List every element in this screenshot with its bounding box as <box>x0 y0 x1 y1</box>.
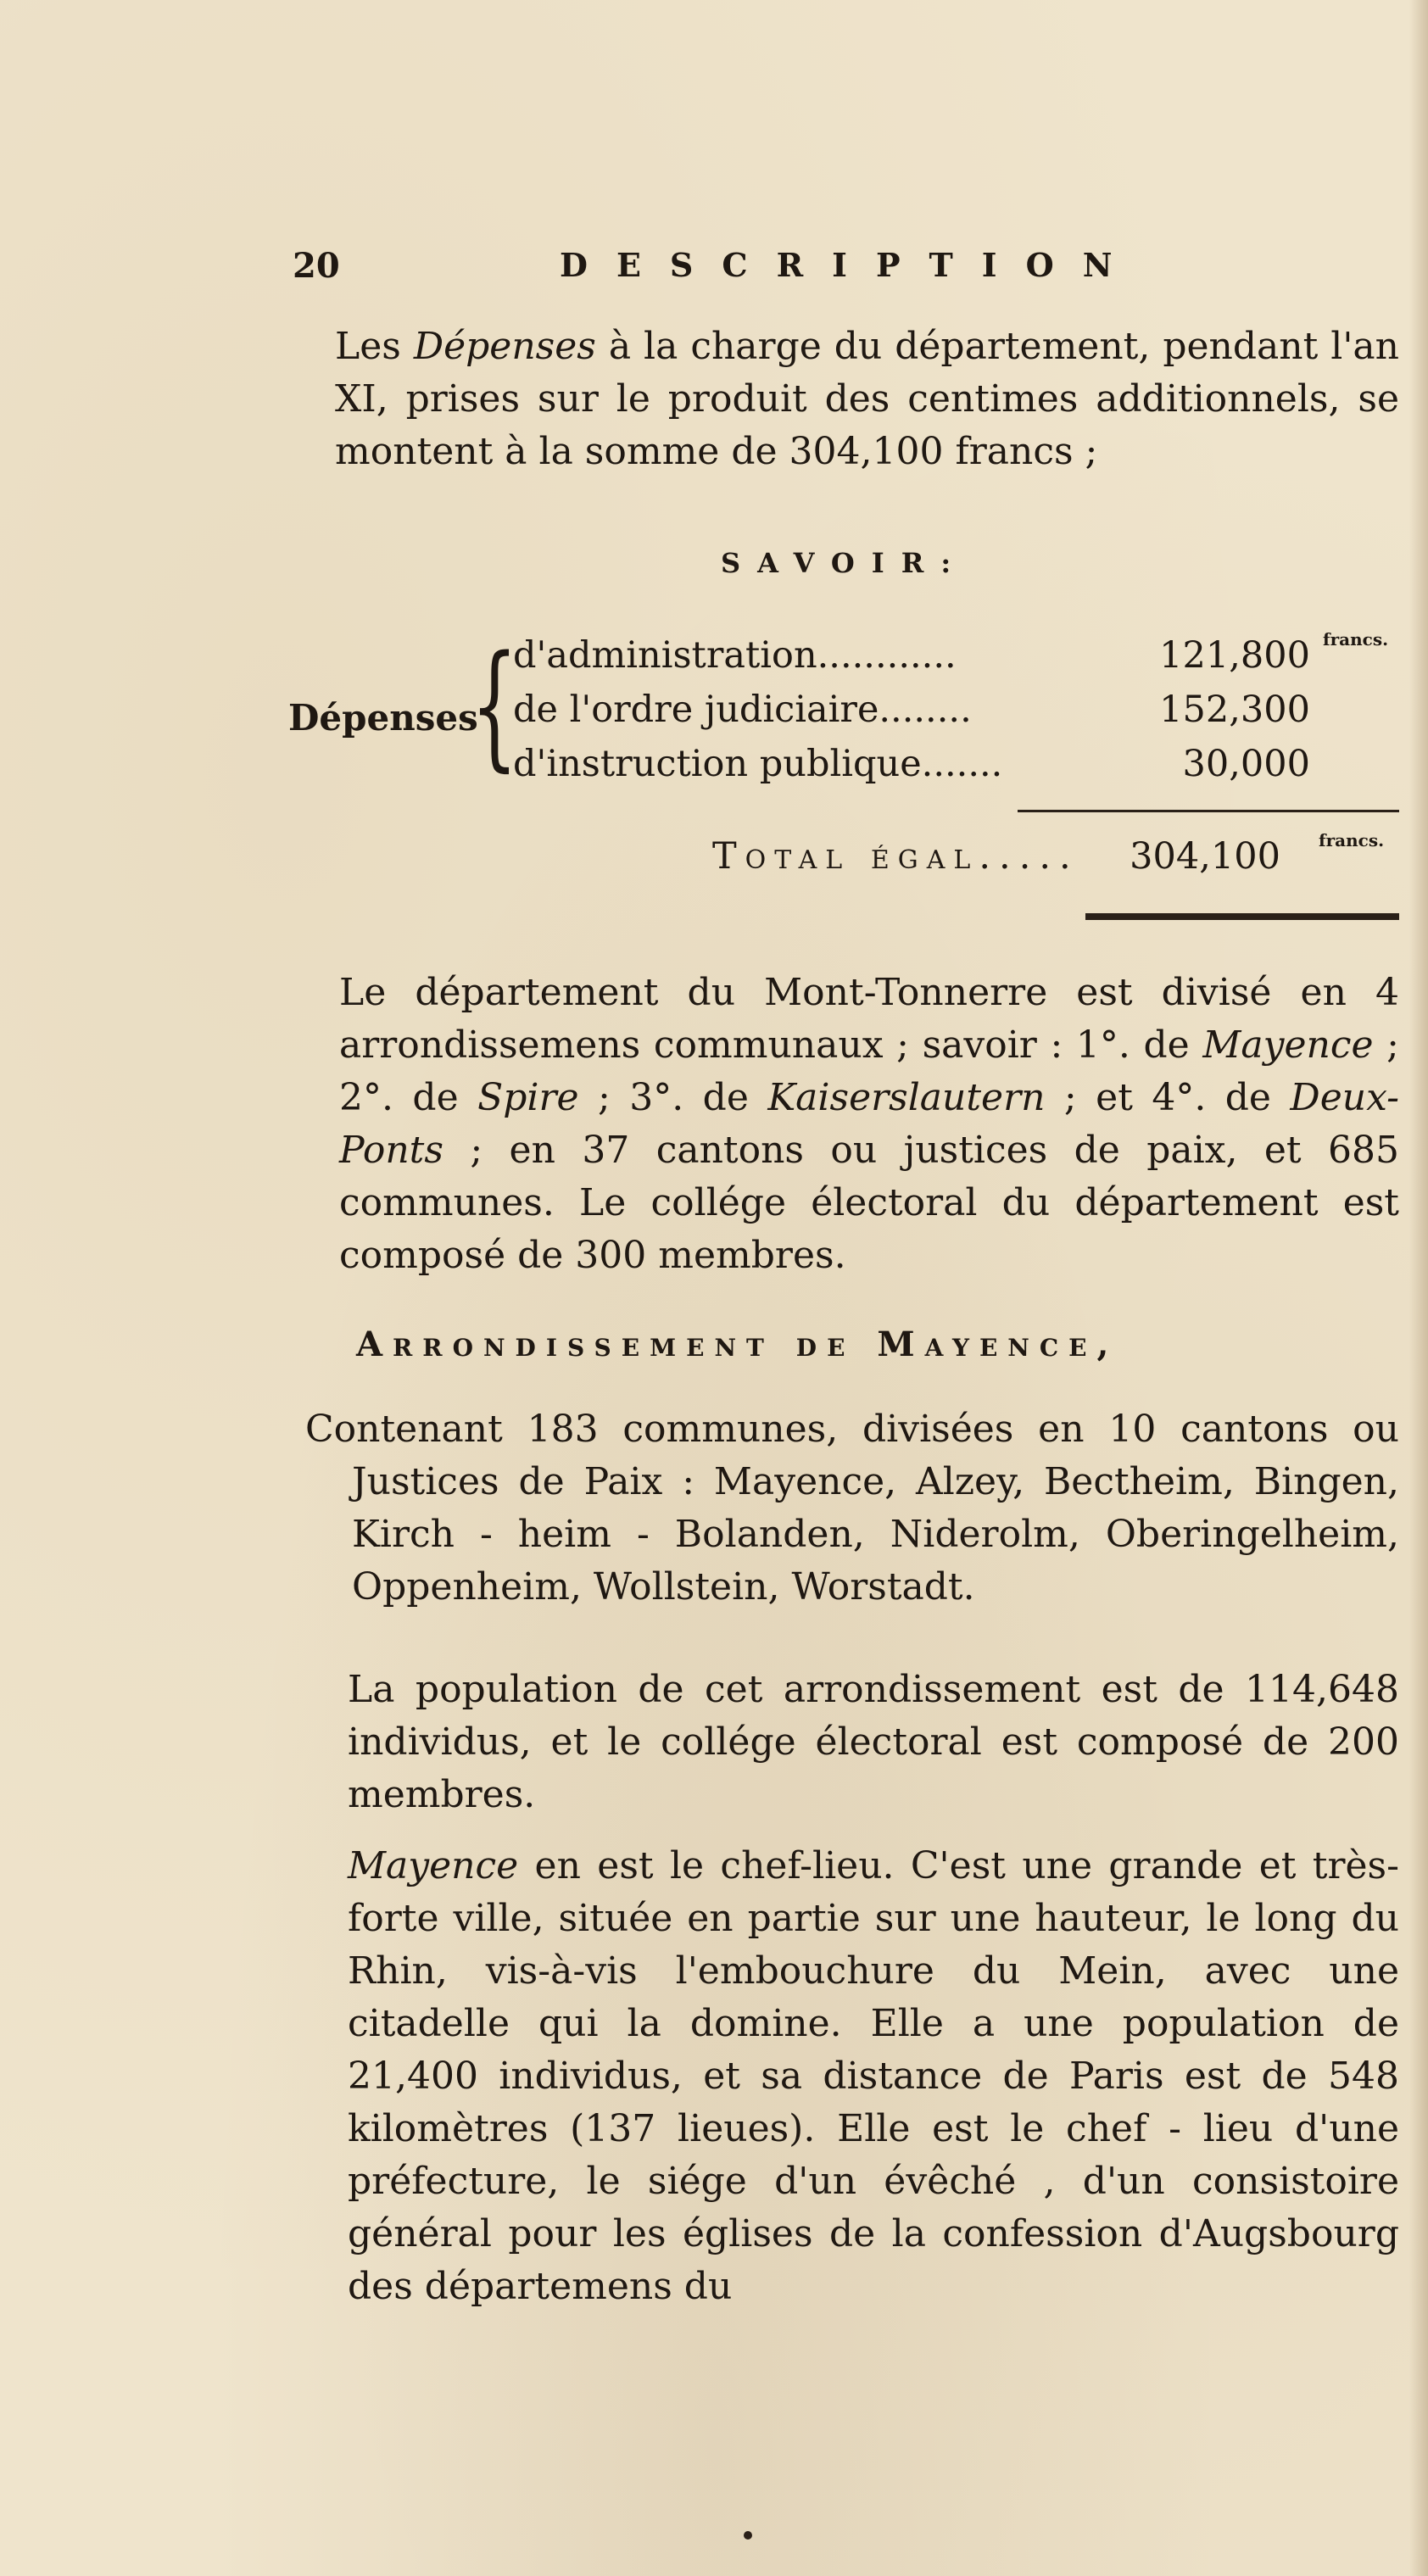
page-number: 20 <box>293 246 340 286</box>
expense-row-amount: 30,000 <box>1182 743 1310 785</box>
arrondissement-heading: Arrondissement de Mayence, <box>356 1324 1119 1364</box>
header-title: DESCRIPTION <box>560 246 1141 284</box>
population-paragraph <box>348 1664 1399 1821</box>
mayence-text: en est le chef-lieu. C'est une grande et très-forte ville, située en partie sur une hauteur, le long du Rhin, vis-à-vis l'embouchure du Mein, avec une citadelle qui la domine. Elle a une population de 21,400 individus, et sa distance de Paris est de 548 kilomètres (137 lieues). Elle est le chef - lieu d'une préfecture, le siége d'un évêché , d'un consistoire général pour les églises de la confession d'Augsbourg des départemens du <box>348 1844 1399 2308</box>
curly-brace-icon: { <box>471 626 518 784</box>
total-amount: 304,100 <box>1130 835 1280 878</box>
communes-paragraph <box>305 1403 1399 1614</box>
expense-row <box>513 743 1412 795</box>
expense-row <box>513 629 1412 687</box>
total-unit: francs. <box>1319 830 1385 850</box>
division-italic-kaiserslautern: Kaiserslautern <box>767 1076 1046 1119</box>
intro-text-after: à la charge du département, pendant l'an XI, prises sur le produit des centimes additionnels, se montent à la somme de 304,100 francs ; <box>335 325 1399 473</box>
division-italic-mayence: Mayence <box>1202 1023 1374 1067</box>
division-paragraph <box>339 967 1399 1282</box>
division-italic-spire: Spire <box>477 1076 579 1119</box>
sum-rule <box>1018 810 1399 812</box>
division-text: Le département du Mont-Tonnerre est divisé en 4 arrondissemens communaux ; savoir : 1°. de <box>339 971 1399 1067</box>
expense-row-unit: francs. <box>1323 629 1389 650</box>
communes-text: Contenant 183 communes, divisées en 10 cantons ou Justices de Paix : Mayence, Alzey, Bectheim, Bingen, Kirch - heim - Bolanden, Niderolm, Oberingelheim, Oppenheim, Wollstein, Worstadt. <box>305 1408 1399 1609</box>
division-text: ; 3°. de <box>578 1076 768 1119</box>
division-text: ; et 4°. de <box>1045 1076 1291 1119</box>
expense-table-label: Dépenses <box>288 697 478 739</box>
expense-row-label: d'administration............ <box>513 634 957 677</box>
ink-speck <box>744 2531 752 2540</box>
page-edge-shadow <box>1409 0 1428 2576</box>
expense-row-label: d'instruction publique....... <box>513 743 1003 785</box>
expense-row-label: de l'ordre judiciaire........ <box>513 689 972 731</box>
division-text: ; en 37 cantons ou justices de paix, et 685 communes. Le collége électoral du département est composé de 300 membres. <box>339 1129 1399 1277</box>
expense-row-amount: 121,800 <box>1159 634 1310 677</box>
division-italic-deux-ponts: Deux-Ponts <box>339 1076 1399 1172</box>
intro-text-before: Les <box>335 325 414 368</box>
total-row <box>712 830 1416 888</box>
total-label <box>712 835 1079 878</box>
total-word: Total <box>712 835 851 878</box>
intro-paragraph <box>335 321 1399 478</box>
mayence-paragraph <box>348 1840 1399 2313</box>
population-text: La population de cet arrondissement est de 114,648 individus, et le collége électoral est composé de 200 membres. <box>348 1668 1399 1816</box>
mayence-italic: Mayence <box>348 1844 519 1887</box>
savoir-label: SAVOIR: <box>721 547 968 579</box>
intro-italic-depenses: Dépenses <box>413 325 596 368</box>
total-rule <box>1085 913 1399 920</box>
total-suffix: égal..... <box>851 835 1079 878</box>
expense-row <box>513 689 1412 741</box>
expense-row-amount: 152,300 <box>1159 689 1310 731</box>
running-head <box>293 246 1141 297</box>
division-text: ; 2°. de <box>339 1023 1399 1119</box>
